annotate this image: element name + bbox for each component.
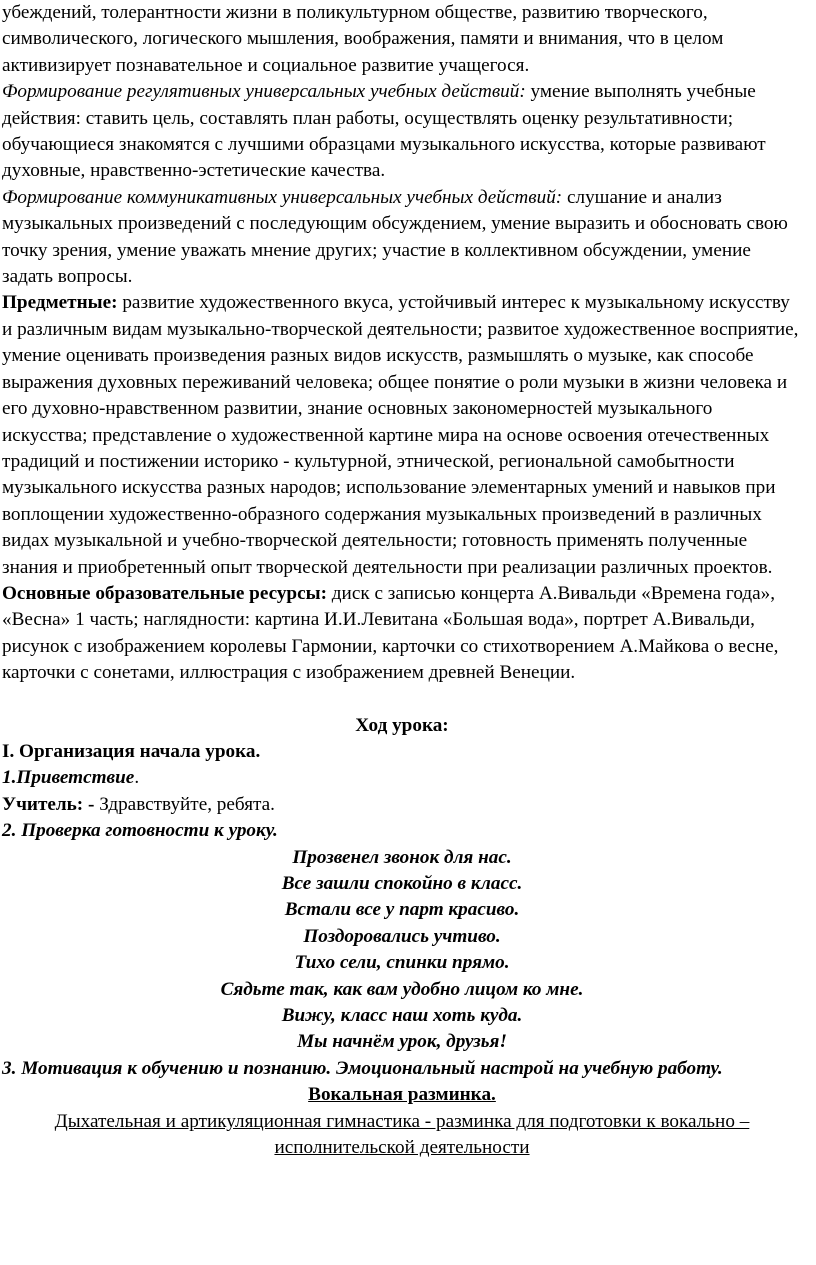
- section-heading: I. Организация начала урока.: [2, 740, 261, 762]
- poem-line: Тихо сели, спинки прямо.: [294, 952, 510, 974]
- communicative-text: слушание и анализ музыкальных произведений с последующим обсуждением, умение выразить и обосновать свою точку зрения, умение уважать мнение других; участие в коллективном обсуждении, умение задать вопросы.: [2, 186, 788, 288]
- communicative-paragraph: [2, 185, 802, 291]
- poem-line: Мы начнём урок, друзья!: [297, 1031, 507, 1053]
- regulative-label: Формирование регулятивных универсальных учебных действий:: [2, 81, 526, 103]
- poem-line: Поздоровались учтиво.: [303, 925, 501, 947]
- resources-text: диск с записью концерта А.Вивальди «Времена года», «Весна» 1 часть; наглядности: картина И.И.Левитана «Большая вода», портрет А.Вивальди, рисунок с изображением королевы Гармонии, карточки со стихотворением А.Майкова о весне, карточки с сонетами, иллюстрация с изображением древней Венеции.: [2, 582, 779, 684]
- subject-label: Предметные:: [2, 292, 118, 314]
- poem-line: Встали все у парт красиво.: [284, 899, 520, 921]
- teacher-label: Учитель: -: [2, 793, 95, 815]
- resources-paragraph: [2, 581, 802, 687]
- warmup-subtitle: Дыхательная и артикуляционная гимнастика - разминка для подготовки к вокально – исполнительской деятельности: [54, 1110, 750, 1159]
- motivation-item: 3. Мотивация к обучению и познанию. Эмоциональный настрой на учебную работу.: [2, 1057, 723, 1079]
- teacher-text: Здравствуйте, ребята.: [94, 793, 275, 815]
- greeting-label: 1.Приветствие: [2, 767, 135, 789]
- poem-line: Прозвенел звонок для нас.: [292, 846, 512, 868]
- subject-text: развитие художественного вкуса, устойчивый интерес к музыкальному искусству и различным видам музыкально-творческой деятельности; развитое художественное восприятие, умение оценивать произведения разных видов искусств, размышлять о музыке, как способе выражения духовных переживаний человека; общее понятие о роли музыки в жизни человека и его духовно-нравственном развитии, знание основных закономерностей музыкального искусства; представление о художественной картине мира на основе освоения отечественных традиций и постижении историко - культурной, этнической, региональной самобытности музыкального искусства разных народов; использование элементарных умений и навыков при воплощении художественно-образного содержания музыкальных произведений в различных видах музыкальной и учебно-творческой деятельности; готовность применять полученные знания и приобретенный опыт творческой деятельности при реализации различных проектов.: [2, 292, 799, 578]
- poem-line: Вижу, класс наш хоть куда.: [281, 1005, 523, 1027]
- lesson-title: Ход урока:: [355, 714, 449, 736]
- greeting-item: [2, 765, 802, 791]
- regulative-paragraph: [2, 79, 802, 185]
- communicative-label: Формирование коммуникативных универсальных учебных действий:: [2, 186, 563, 208]
- intro-paragraph: [2, 0, 802, 79]
- warmup-title: Вокальная разминка.: [308, 1084, 496, 1106]
- readiness-item: 2. Проверка готовности к уроку.: [2, 820, 278, 842]
- subject-paragraph: [2, 290, 802, 580]
- spacer: [2, 687, 802, 713]
- intro-text: убеждений, толерантности жизни в поликультурном обществе, развитию творческого, символического, логического мышления, воображения, памяти и внимания, что в целом активизирует познавательное и социальное развитие учащегося.: [2, 2, 724, 76]
- greeting-dot: .: [134, 767, 140, 789]
- regulative-text: умение выполнять учебные действия: ставить цель, составлять план работы, осуществлять оценку результативности; обучающиеся знакомятся с лучшими образцами музыкального искусства, которые развивают духовные, нравственно-эстетические качества.: [2, 81, 766, 182]
- teacher-line: [2, 792, 802, 818]
- poem-line: Сядьте так, как вам удобно лицом ко мне.: [220, 978, 584, 1000]
- poem: [2, 845, 802, 1056]
- resources-label: Основные образовательные ресурсы:: [2, 582, 327, 604]
- document-page: [2, 0, 802, 1161]
- poem-line: Все зашли спокойно в класс.: [281, 873, 523, 894]
